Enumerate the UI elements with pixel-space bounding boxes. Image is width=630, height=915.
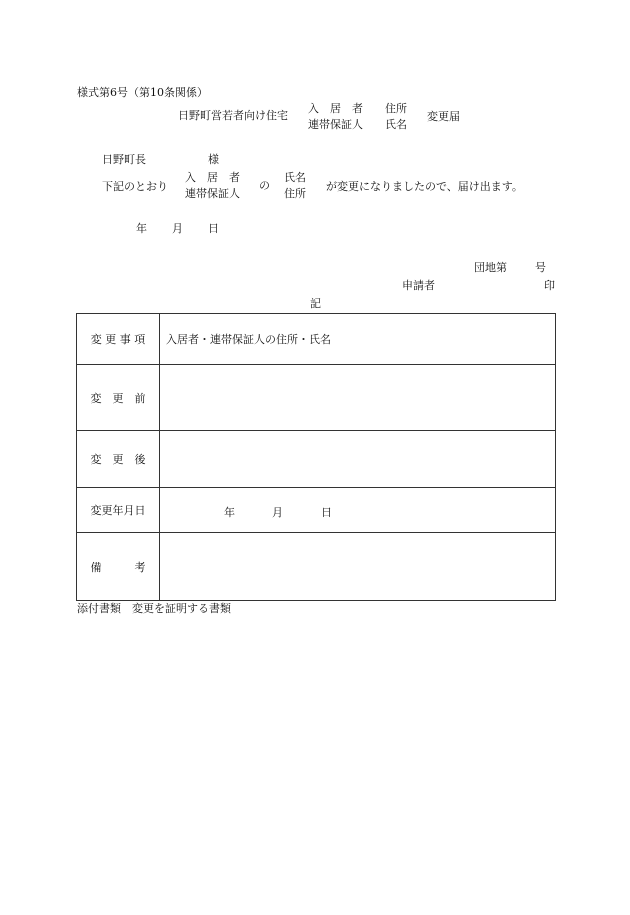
change-table [76,313,556,601]
table-row [77,431,556,488]
date-year: 年 [136,222,147,235]
change-date-cell[interactable] [160,488,556,533]
heading-role-1: 入 居 者 [308,102,363,115]
unit-prefix: 団地第 [474,261,507,274]
addressee-name: 日野町長 [102,153,146,166]
row-value[interactable] [160,533,556,601]
heading-field-1: 住所 [385,102,407,115]
heading-prefix: 日野町営若者向け住宅 [178,109,288,122]
change-date-month: 月 [272,506,283,519]
statement-role-2: 連帯保証人 [185,187,240,200]
row-label: 変 更 後 [77,431,160,488]
heading-suffix: 変更届 [427,110,460,123]
row-value: 入居者・連帯保証人の住所・氏名 [160,314,556,365]
ki-label: 記 [310,297,321,310]
change-date-day: 日 [321,506,332,519]
change-date-year: 年 [224,506,235,519]
statement-prefix: 下記のとおり [102,180,168,193]
table-row [77,488,556,533]
addressee-honorific: 様 [208,153,219,166]
heading-field-2: 氏名 [385,118,407,131]
table-row [77,314,556,365]
heading-role-2: 連帯保証人 [308,118,363,131]
applicant-label: 申請者 [402,279,435,292]
table-row [77,365,556,431]
statement-field-2: 住所 [284,187,306,200]
unit-suffix: 号 [535,261,546,274]
statement-role-1: 入 居 者 [185,171,240,184]
row-label: 変 更 事 項 [77,314,160,365]
row-value[interactable] [160,365,556,431]
statement-field-1: 氏名 [284,171,306,184]
table-row [77,533,556,601]
row-value[interactable] [160,431,556,488]
form-number: 様式第6号（第10条関係） [77,86,208,99]
attachments-note: 添付書類 変更を証明する書類 [77,602,231,615]
applicant-seal: 印 [544,279,555,292]
date-month: 月 [172,222,183,235]
date-day: 日 [208,222,219,235]
row-label: 備 考 [77,533,160,601]
statement-particle: の [259,179,270,192]
statement-suffix: が変更になりましたので、届け出ます。 [326,180,523,193]
row-label: 変更年月日 [77,488,160,533]
row-label: 変 更 前 [77,365,160,431]
